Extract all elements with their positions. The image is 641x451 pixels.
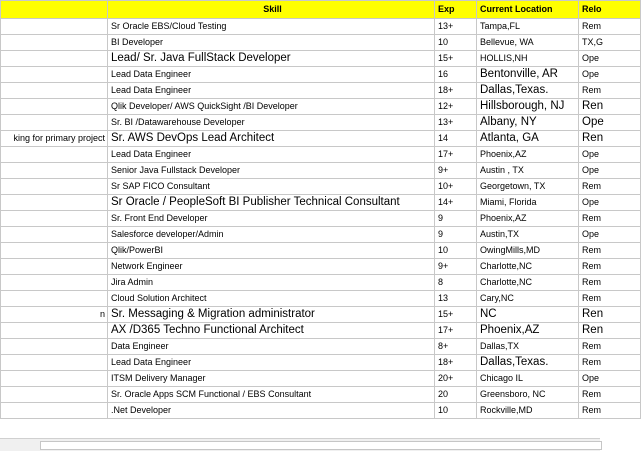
cell-skill[interactable]: BI Developer xyxy=(108,35,435,51)
cell-exp[interactable]: 12+ xyxy=(435,99,477,115)
cell-exp[interactable]: 13+ xyxy=(435,19,477,35)
cell-note[interactable] xyxy=(1,339,108,355)
cell-exp[interactable]: 17+ xyxy=(435,323,477,339)
cell-relocation[interactable]: Ope xyxy=(579,115,641,131)
table-row xyxy=(1,275,641,291)
cell-skill[interactable]: .Net Developer xyxy=(108,403,435,419)
cell-note[interactable] xyxy=(1,243,108,259)
table-row xyxy=(1,99,641,115)
cell-exp[interactable]: 10+ xyxy=(435,179,477,195)
cell-skill[interactable]: Senior Java Fullstack Developer xyxy=(108,163,435,179)
cell-note[interactable] xyxy=(1,195,108,211)
cell-location[interactable]: Austin , TX xyxy=(477,163,579,179)
table-row xyxy=(1,35,641,51)
cell-skill[interactable]: Lead Data Engineer xyxy=(108,67,435,83)
cell-skill[interactable]: Lead Data Engineer xyxy=(108,355,435,371)
cell-relocation[interactable]: Ren xyxy=(579,131,641,147)
cell-note[interactable] xyxy=(1,179,108,195)
cell-skill[interactable]: Jira Admin xyxy=(108,275,435,291)
cell-relocation[interactable]: Rem xyxy=(579,19,641,35)
table-row xyxy=(1,259,641,275)
cell-skill[interactable]: Sr. Messaging & Migration administrator xyxy=(108,307,435,323)
cell-note[interactable] xyxy=(1,259,108,275)
header-cell-relocation[interactable]: Relo xyxy=(579,1,641,19)
table-row xyxy=(1,131,641,147)
cell-note[interactable] xyxy=(1,227,108,243)
cell-location[interactable]: Dallas,Texas. xyxy=(477,83,579,99)
cell-note[interactable] xyxy=(1,83,108,99)
cell-relocation[interactable]: Ope xyxy=(579,147,641,163)
cell-relocation[interactable]: Rem xyxy=(579,355,641,371)
cell-exp[interactable]: 8 xyxy=(435,275,477,291)
cell-location[interactable]: Phoenix,AZ xyxy=(477,211,579,227)
table-row xyxy=(1,403,641,419)
cell-relocation[interactable]: Ren xyxy=(579,323,641,339)
cell-location[interactable]: Hillsborough, NJ xyxy=(477,99,579,115)
cell-skill[interactable]: Sr. AWS DevOps Lead Architect xyxy=(108,131,435,147)
cell-note[interactable] xyxy=(1,163,108,179)
cell-note[interactable] xyxy=(1,51,108,67)
cell-skill[interactable]: Cloud Solution Architect xyxy=(108,291,435,307)
cell-exp[interactable]: 10 xyxy=(435,35,477,51)
cell-note[interactable] xyxy=(1,291,108,307)
cell-relocation[interactable]: Ope xyxy=(579,371,641,387)
cell-skill[interactable]: Data Engineer xyxy=(108,339,435,355)
cell-exp[interactable]: 20+ xyxy=(435,371,477,387)
table-row xyxy=(1,115,641,131)
cell-exp[interactable]: 9+ xyxy=(435,163,477,179)
table-row xyxy=(1,355,641,371)
cell-skill[interactable]: Sr. Oracle Apps SCM Functional / EBS Consultant xyxy=(108,387,435,403)
cell-note[interactable] xyxy=(1,355,108,371)
table-row xyxy=(1,387,641,403)
table-row xyxy=(1,211,641,227)
cell-skill[interactable]: Salesforce developer/Admin xyxy=(108,227,435,243)
cell-note[interactable]: king for primary project xyxy=(1,131,108,147)
table-row xyxy=(1,371,641,387)
cell-note[interactable] xyxy=(1,115,108,131)
cell-location[interactable]: Charlotte,NC xyxy=(477,275,579,291)
header-cell-location[interactable]: Current Location xyxy=(477,1,579,19)
cell-exp[interactable]: 9 xyxy=(435,227,477,243)
cell-skill[interactable]: Sr. Front End Developer xyxy=(108,211,435,227)
cell-location[interactable]: Charlotte,NC xyxy=(477,259,579,275)
cell-relocation[interactable]: Rem xyxy=(579,387,641,403)
cell-location[interactable]: Phoenix,AZ xyxy=(477,323,579,339)
cell-exp[interactable]: 17+ xyxy=(435,147,477,163)
cell-exp[interactable]: 13 xyxy=(435,291,477,307)
cell-location[interactable]: Dallas,TX xyxy=(477,339,579,355)
table-row xyxy=(1,163,641,179)
table-row xyxy=(1,83,641,99)
cell-exp[interactable]: 18+ xyxy=(435,355,477,371)
header-row xyxy=(1,1,641,19)
cell-exp[interactable]: 8+ xyxy=(435,339,477,355)
cell-location[interactable]: Miami, Florida xyxy=(477,195,579,211)
table-row xyxy=(1,323,641,339)
horizontal-scrollbar[interactable] xyxy=(0,438,600,451)
cell-exp[interactable]: 9+ xyxy=(435,259,477,275)
cell-relocation[interactable]: Ope xyxy=(579,163,641,179)
cell-note[interactable] xyxy=(1,35,108,51)
cell-skill[interactable]: Lead/ Sr. Java FullStack Developer xyxy=(108,51,435,67)
cell-exp[interactable]: 15+ xyxy=(435,307,477,323)
cell-exp[interactable]: 9 xyxy=(435,211,477,227)
cell-note[interactable] xyxy=(1,371,108,387)
cell-location[interactable]: Georgetown, TX xyxy=(477,179,579,195)
cell-note[interactable] xyxy=(1,147,108,163)
cell-exp[interactable]: 13+ xyxy=(435,115,477,131)
cell-note[interactable] xyxy=(1,19,108,35)
cell-relocation[interactable]: Rem xyxy=(579,339,641,355)
cell-skill[interactable]: Lead Data Engineer xyxy=(108,83,435,99)
cell-note[interactable] xyxy=(1,387,108,403)
cell-relocation[interactable]: Ope xyxy=(579,195,641,211)
cell-skill[interactable]: Qlik Developer/ AWS QuickSight /BI Developer xyxy=(108,99,435,115)
table-row xyxy=(1,19,641,35)
cell-location[interactable]: Rockville,MD xyxy=(477,403,579,419)
cell-location[interactable]: HOLLIS,NH xyxy=(477,51,579,67)
cell-location[interactable]: Phoenix,AZ xyxy=(477,147,579,163)
header-cell-exp[interactable]: Exp xyxy=(435,1,477,19)
table-row xyxy=(1,243,641,259)
scrollbar-thumb[interactable] xyxy=(40,441,602,450)
cell-relocation[interactable]: Rem xyxy=(579,291,641,307)
table-row xyxy=(1,147,641,163)
table-row xyxy=(1,339,641,355)
cell-note[interactable] xyxy=(1,275,108,291)
cell-location[interactable]: Tampa,FL xyxy=(477,19,579,35)
cell-note[interactable] xyxy=(1,99,108,115)
cell-exp[interactable]: 15+ xyxy=(435,51,477,67)
cell-exp[interactable]: 14+ xyxy=(435,195,477,211)
table-row xyxy=(1,195,641,211)
cell-location[interactable]: OwingMills,MD xyxy=(477,243,579,259)
cell-location[interactable]: Atlanta, GA xyxy=(477,131,579,147)
cell-relocation[interactable]: Rem xyxy=(579,179,641,195)
cell-note[interactable] xyxy=(1,323,108,339)
table-row xyxy=(1,227,641,243)
cell-location[interactable]: Bentonville, AR xyxy=(477,67,579,83)
cell-relocation[interactable]: Ren xyxy=(579,99,641,115)
cell-location[interactable]: Cary,NC xyxy=(477,291,579,307)
header-cell-col0[interactable] xyxy=(1,1,108,19)
cell-relocation[interactable]: Ope xyxy=(579,67,641,83)
cell-exp[interactable]: 10 xyxy=(435,243,477,259)
cell-relocation[interactable]: Rem xyxy=(579,243,641,259)
cell-location[interactable]: Dallas,Texas. xyxy=(477,355,579,371)
table-body xyxy=(1,1,641,419)
cell-exp[interactable]: 18+ xyxy=(435,83,477,99)
cell-skill[interactable]: Sr Oracle EBS/Cloud Testing xyxy=(108,19,435,35)
table-row xyxy=(1,67,641,83)
cell-relocation[interactable]: Ope xyxy=(579,227,641,243)
cell-relocation[interactable]: Rem xyxy=(579,275,641,291)
cell-location[interactable]: Bellevue, WA xyxy=(477,35,579,51)
cell-note[interactable] xyxy=(1,67,108,83)
cell-skill[interactable]: Lead Data Engineer xyxy=(108,147,435,163)
table-row xyxy=(1,179,641,195)
cell-relocation[interactable]: Rem xyxy=(579,259,641,275)
header-cell-skill[interactable]: Skill xyxy=(108,1,435,19)
table-row xyxy=(1,307,641,323)
cell-skill[interactable]: Sr SAP FICO Consultant xyxy=(108,179,435,195)
cell-exp[interactable]: 14 xyxy=(435,131,477,147)
cell-relocation[interactable]: Rem xyxy=(579,83,641,99)
cell-exp[interactable]: 20 xyxy=(435,387,477,403)
table-row xyxy=(1,291,641,307)
cell-note[interactable]: n xyxy=(1,307,108,323)
cell-skill[interactable]: Sr Oracle / PeopleSoft BI Publisher Technical Consultant xyxy=(108,195,435,211)
cell-skill[interactable]: AX /D365 Techno Functional Architect xyxy=(108,323,435,339)
cell-relocation[interactable]: Ope xyxy=(579,51,641,67)
cell-location[interactable]: Albany, NY xyxy=(477,115,579,131)
cell-skill[interactable]: Network Engineer xyxy=(108,259,435,275)
table-row xyxy=(1,51,641,67)
cell-location[interactable]: Chicago IL xyxy=(477,371,579,387)
cell-location[interactable]: NC xyxy=(477,307,579,323)
cell-exp[interactable]: 16 xyxy=(435,67,477,83)
cell-note[interactable] xyxy=(1,403,108,419)
cell-relocation[interactable]: TX,G xyxy=(579,35,641,51)
cell-skill[interactable]: Sr. BI /Datawarehouse Developer xyxy=(108,115,435,131)
cell-location[interactable]: Greensboro, NC xyxy=(477,387,579,403)
cell-note[interactable] xyxy=(1,211,108,227)
cell-skill[interactable]: Qlik/PowerBI xyxy=(108,243,435,259)
cell-relocation[interactable]: Rem xyxy=(579,211,641,227)
cell-location[interactable]: Austin,TX xyxy=(477,227,579,243)
cell-skill[interactable]: ITSM Delivery Manager xyxy=(108,371,435,387)
cell-relocation[interactable]: Rem xyxy=(579,403,641,419)
cell-exp[interactable]: 10 xyxy=(435,403,477,419)
cell-relocation[interactable]: Ren xyxy=(579,307,641,323)
